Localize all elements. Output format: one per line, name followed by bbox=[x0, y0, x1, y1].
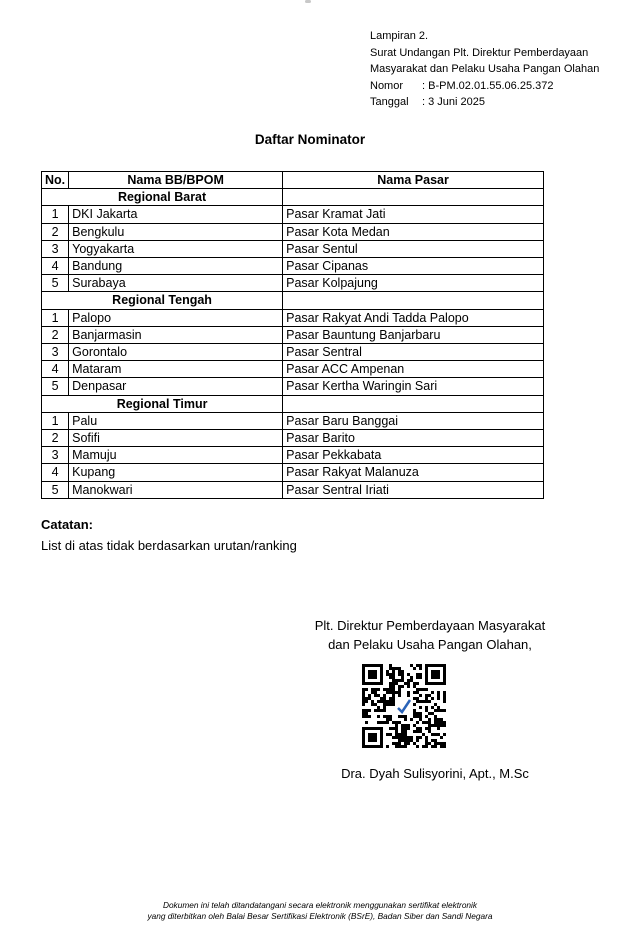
footer-note bbox=[0, 900, 640, 922]
cell-pasar: Pasar Sentral Iriati bbox=[283, 481, 544, 498]
cell-bb: Denpasar bbox=[69, 378, 283, 395]
cell-no: 3 bbox=[42, 344, 69, 361]
cell-pasar: Pasar Barito bbox=[283, 430, 544, 447]
table-row bbox=[42, 430, 544, 447]
footer-line: yang diterbitkan oleh Balai Besar Sertifikasi Elektronik (BSrE), Badan Siber dan Sandi Negara bbox=[147, 911, 493, 921]
cell-bb: Mataram bbox=[69, 361, 283, 378]
header-bb: Nama BB/BPOM bbox=[69, 172, 283, 189]
region-name: Regional Barat bbox=[42, 189, 283, 206]
cell-no: 4 bbox=[42, 361, 69, 378]
cell-no: 1 bbox=[42, 206, 69, 223]
signature-title-line: Plt. Direktur Pemberdayaan Masyarakat bbox=[314, 618, 546, 633]
table-row bbox=[42, 275, 544, 292]
table-row bbox=[42, 326, 544, 343]
cell-pasar: Pasar Rakyat Andi Tadda Palopo bbox=[283, 309, 544, 326]
tanggal-value: : 3 Juni 2025 bbox=[422, 96, 485, 108]
cell-bb: DKI Jakarta bbox=[69, 206, 283, 223]
catatan-text: List di atas tidak berdasarkan urutan/ranking bbox=[41, 538, 297, 553]
letterhead-line: Surat Undangan Plt. Direktur Pemberdayaan bbox=[370, 46, 589, 59]
cell-no: 1 bbox=[42, 309, 69, 326]
region-row bbox=[42, 189, 544, 206]
cell-pasar: Pasar Kramat Jati bbox=[283, 206, 544, 223]
letterhead-line: Lampiran 2. bbox=[370, 30, 429, 42]
cell-bb: Banjarmasin bbox=[69, 326, 283, 343]
header-pasar: Nama Pasar bbox=[283, 172, 544, 189]
cell-pasar: Pasar Rakyat Malanuza bbox=[283, 464, 544, 481]
cell-no: 5 bbox=[42, 378, 69, 395]
cell-no: 4 bbox=[42, 258, 69, 275]
cell-no: 5 bbox=[42, 275, 69, 292]
cell-pasar: Pasar ACC Ampenan bbox=[283, 361, 544, 378]
cell-pasar: Pasar Kota Medan bbox=[283, 223, 544, 240]
region-empty-cell bbox=[283, 395, 544, 412]
region-name: Regional Timur bbox=[42, 395, 283, 412]
page-title: Daftar Nominator bbox=[254, 132, 366, 147]
footer-line: Dokumen ini telah ditandatangani secara elektronik menggunakan sertifikat elektronik bbox=[162, 900, 478, 910]
cell-bb: Surabaya bbox=[69, 275, 283, 292]
nomor-row bbox=[370, 78, 599, 95]
table-row bbox=[42, 240, 544, 257]
cell-bb: Palopo bbox=[69, 309, 283, 326]
region-row bbox=[42, 292, 544, 309]
letterhead bbox=[370, 28, 599, 111]
tanggal-label: Tanggal bbox=[370, 96, 409, 108]
cell-pasar: Pasar Sentral bbox=[283, 344, 544, 361]
cell-pasar: Pasar Kolpajung bbox=[283, 275, 544, 292]
cell-bb: Palu bbox=[69, 412, 283, 429]
cell-pasar: Pasar Cipanas bbox=[283, 258, 544, 275]
qr-code-icon bbox=[362, 664, 446, 748]
nominator-table bbox=[41, 171, 544, 499]
nomor-value: : B-PM.02.01.55.06.25.372 bbox=[422, 79, 554, 92]
cell-bb: Yogyakarta bbox=[69, 240, 283, 257]
header-no: No. bbox=[42, 172, 69, 189]
cell-bb: Mamuju bbox=[69, 447, 283, 464]
cell-no: 4 bbox=[42, 464, 69, 481]
cell-no: 3 bbox=[42, 240, 69, 257]
table-row bbox=[42, 447, 544, 464]
region-row bbox=[42, 395, 544, 412]
scan-artifact bbox=[305, 0, 311, 3]
table-row bbox=[42, 206, 544, 223]
cell-bb: Manokwari bbox=[69, 481, 283, 498]
cell-no: 2 bbox=[42, 223, 69, 240]
region-name: Regional Tengah bbox=[42, 292, 283, 309]
table-row bbox=[42, 344, 544, 361]
cell-no: 2 bbox=[42, 326, 69, 343]
cell-no: 1 bbox=[42, 412, 69, 429]
cell-pasar: Pasar Baru Banggai bbox=[283, 412, 544, 429]
region-empty-cell bbox=[283, 189, 544, 206]
cell-pasar: Pasar Pekkabata bbox=[283, 447, 544, 464]
cell-bb: Bengkulu bbox=[69, 223, 283, 240]
qr-code-graphic bbox=[362, 664, 446, 748]
tanggal-row bbox=[370, 94, 599, 111]
table-row bbox=[42, 412, 544, 429]
signer-name: Dra. Dyah Sulisyorini, Apt., M.Sc bbox=[341, 766, 529, 781]
table-body bbox=[42, 189, 544, 499]
table-row bbox=[42, 223, 544, 240]
cell-pasar: Pasar Bauntung Banjarbaru bbox=[283, 326, 544, 343]
cell-pasar: Pasar Sentul bbox=[283, 240, 544, 257]
table-row bbox=[42, 361, 544, 378]
table-header-row bbox=[42, 172, 544, 189]
region-empty-cell bbox=[283, 292, 544, 309]
cell-pasar: Pasar Kertha Waringin Sari bbox=[283, 378, 544, 395]
cell-bb: Kupang bbox=[69, 464, 283, 481]
table-row bbox=[42, 481, 544, 498]
cell-no: 5 bbox=[42, 481, 69, 498]
table-row bbox=[42, 378, 544, 395]
signature-title-line: dan Pelaku Usaha Pangan Olahan, bbox=[328, 637, 532, 652]
signature-block bbox=[290, 616, 570, 654]
letterhead-line: Masyarakat dan Pelaku Usaha Pangan Olahan bbox=[370, 63, 600, 75]
table-row bbox=[42, 309, 544, 326]
cell-bb: Sofifi bbox=[69, 430, 283, 447]
cell-no: 2 bbox=[42, 430, 69, 447]
table-row bbox=[42, 464, 544, 481]
table-row bbox=[42, 258, 544, 275]
nomor-label: Nomor bbox=[370, 79, 404, 92]
cell-bb: Gorontalo bbox=[69, 344, 283, 361]
catatan-heading: Catatan: bbox=[41, 517, 94, 532]
cell-bb: Bandung bbox=[69, 258, 283, 275]
cell-no: 3 bbox=[42, 447, 69, 464]
